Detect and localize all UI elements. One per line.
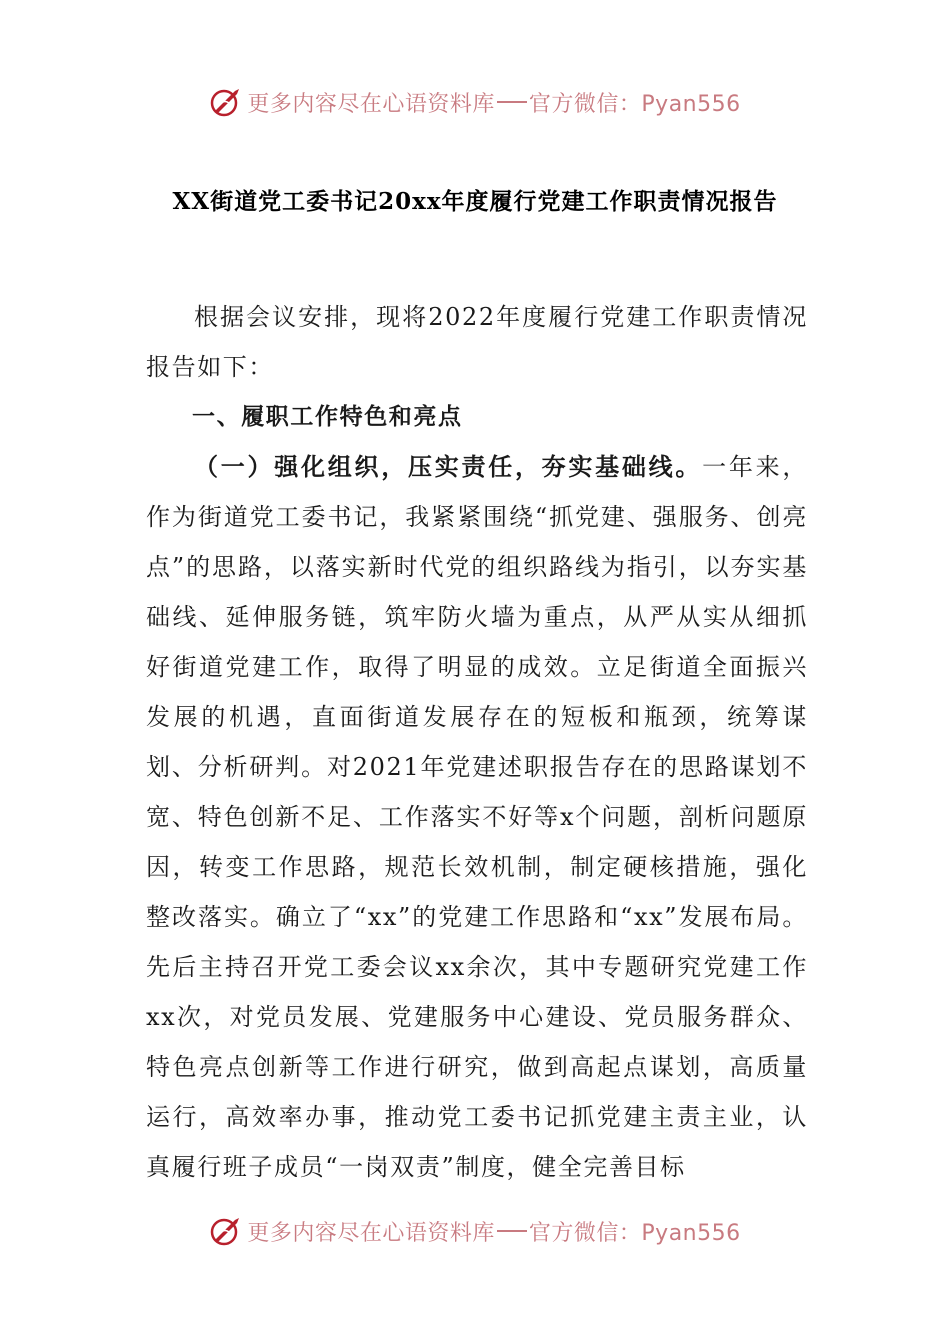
paragraph-1-body: 一年来，作为街道党工委书记，我紧紧围绕“抓党建、强服务、创亮点”的思路，以落实新时代党的组织路线为指引，以夯实基础线、延伸服务链，筑牢防火墙为重点，从严从实从细抓好街道党建工作，取得了明显的成效。立足街道全面振兴发展的机遇，直面街道发展存在的短板和瓶颈，统筹谋划、分析研判。对2021年党建述职报告存在的思路谋划不宽、特色创新不足、工作落实不好等x个问题，剖析问题原因，转变工作思路，规范长效机制，制定硬核措施，强化整改落实。确立了“xx”的党建工作思路和“xx”发展布局。先后主持召开党工委会议xx余次，其中专题研究党建工作xx次，对党员发展、党建服务中心建设、党员服务群众、特色亮点创新等工作进行研究，做到高起点谋划，高质量运行，高效率办事，推动党工委书记抓党建主责主业，认真履行班子成员“一岗双责”制度，健全完善目标 <box>146 453 808 1181</box>
watermark-main-text: 更多内容尽在心语资料库 <box>247 1220 495 1246</box>
watermark-dash <box>497 1230 527 1232</box>
section-heading: 一、履职工作特色和亮点 <box>192 404 463 430</box>
watermark-dash <box>497 101 527 103</box>
pen-logo-icon <box>209 1214 243 1248</box>
intro-paragraph: 根据会议安排，现将2022年度履行党建工作职责情况报告如下： <box>146 303 808 381</box>
watermark-main-text: 更多内容尽在心语资料库 <box>247 91 495 117</box>
pen-logo-icon <box>209 85 243 119</box>
document-body <box>146 292 808 1192</box>
watermark-header <box>0 82 950 122</box>
paragraph-1 <box>146 442 808 1192</box>
watermark-tail-text: 官方微信：Pyan556 <box>528 1220 741 1246</box>
document-title: XX街道党工委书记20xx年度履行党建工作职责情况报告 <box>172 188 778 215</box>
watermark-tail-text: 官方微信：Pyan556 <box>528 91 741 117</box>
watermark-footer <box>0 1211 950 1251</box>
paragraph-1-lead: （一）强化组织，压实责任，夯实基础线。 <box>194 453 703 481</box>
